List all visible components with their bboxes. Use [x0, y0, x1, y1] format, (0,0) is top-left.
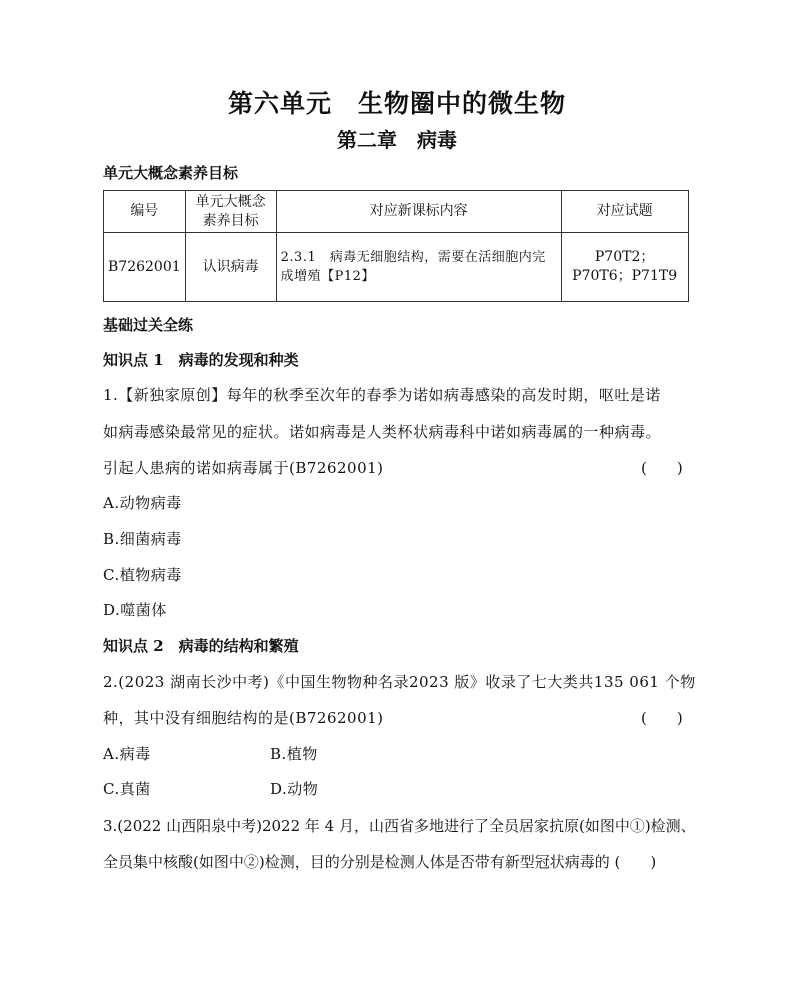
- q1-option-a: A.动物病毒: [103, 494, 182, 512]
- cell-code: B7262001: [104, 233, 186, 302]
- cell-goal: 认识病毒: [185, 233, 276, 302]
- q1-answer-paren: ( ): [641, 459, 683, 477]
- knowledge-point-1: 知识点 1 病毒的发现和种类: [103, 351, 299, 369]
- unit-title: 第六单元 生物圈中的微生物: [227, 89, 566, 118]
- header-content: 对应新课标内容: [276, 191, 561, 233]
- q2-answer-paren: ( ): [641, 709, 683, 727]
- q2-line-1: 2.(2023 湖南长沙中考)《中国生物物种名录2023 版》收录了七大类共135 061 个物: [103, 673, 696, 691]
- q3-line-1: 3.(2022 山西阳泉中考)2022 年 4 月，山西省多地进行了全员居家抗原(如图中①)检测、: [103, 817, 696, 835]
- q1-option-b: B.细菌病毒: [103, 530, 182, 548]
- q1-line-2: 如病毒感染最常见的症状。诺如病毒是人类杯状病毒科中诺如病毒属的一种病毒。: [103, 423, 662, 441]
- q1-line-3: 引起人患病的诺如病毒属于(B7262001): [103, 459, 384, 477]
- chapter-title: 第二章 病毒: [337, 128, 457, 152]
- q2-line-2: 种，其中没有细胞结构的是(B7262001): [103, 709, 384, 727]
- goal-table-header-row: [104, 191, 689, 233]
- q1-line-1: 1.【新独家原创】每年的秋季至次年的春季为诺如病毒感染的高发时期，呕吐是诺: [103, 386, 661, 404]
- goal-section-heading: 单元大概念素养目标: [103, 164, 239, 182]
- q3-line-2: 全员集中核酸(如图中②)检测，目的分别是检测人体是否带有新型冠状病毒的 ( ): [103, 853, 657, 871]
- goal-table: [103, 190, 689, 302]
- cell-questions: P70T2；P70T6；P71T9: [561, 233, 688, 302]
- header-goal: [185, 191, 276, 233]
- cell-content: 2.3.1 病毒无细胞结构，需要在活细胞内完成增殖【P12】: [276, 233, 561, 302]
- q1-option-c: C.植物病毒: [103, 566, 182, 584]
- practice-heading: 基础过关全练: [103, 316, 194, 334]
- knowledge-point-2: 知识点 2 病毒的结构和繁殖: [103, 637, 299, 655]
- header-goal-label: 单元大概念素养目标: [195, 193, 266, 229]
- goal-table-row: [104, 233, 689, 302]
- header-questions: 对应试题: [561, 191, 688, 233]
- q2-option-b: B.植物: [270, 745, 318, 763]
- q2-option-d: D.动物: [270, 780, 319, 798]
- q1-option-d: D.噬菌体: [103, 601, 167, 619]
- q2-option-a: A.病毒: [103, 745, 151, 763]
- q2-option-c: C.真菌: [103, 780, 151, 798]
- header-code: 编号: [104, 191, 186, 233]
